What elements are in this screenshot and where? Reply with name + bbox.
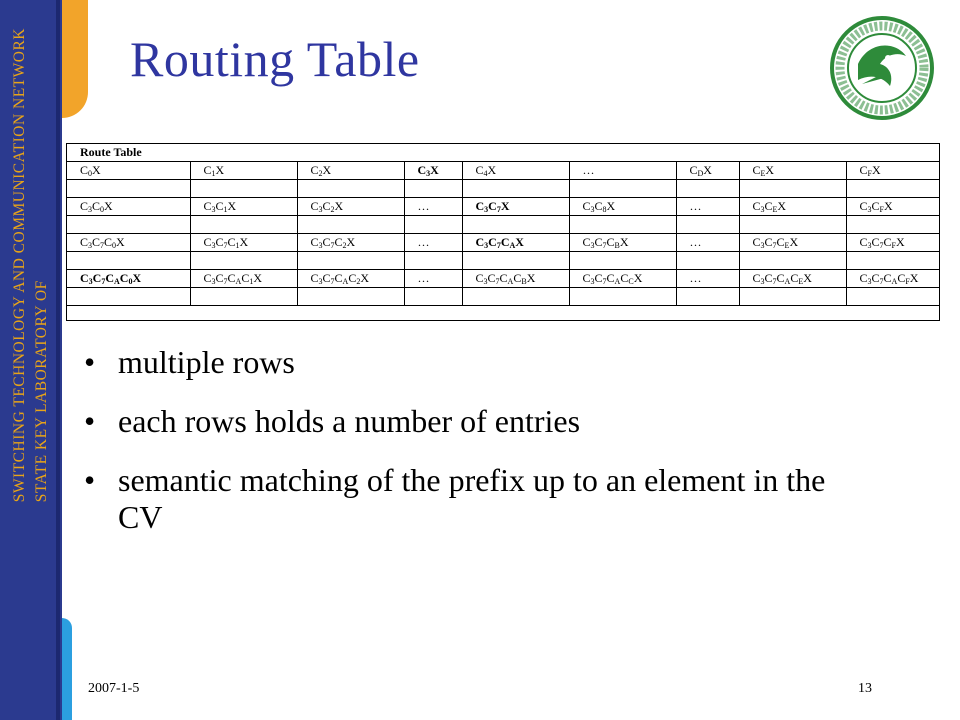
table-cell bbox=[67, 252, 190, 270]
footer-date: 2007-1-5 bbox=[88, 681, 140, 696]
table-cell: … bbox=[569, 162, 676, 180]
table-row bbox=[67, 252, 939, 270]
bullet-item: • semantic matching of the prefix up to an element in the CV bbox=[84, 462, 826, 535]
table-cell: $C_3C_7C_AC_0X$ bbox=[67, 270, 190, 288]
table-cell: $C_3C_7C_AC_FX$ bbox=[846, 270, 939, 288]
table-cell: $C_FX$ bbox=[846, 162, 939, 180]
orange-decoration bbox=[62, 0, 88, 118]
table-row bbox=[67, 270, 939, 288]
table-cell bbox=[297, 180, 404, 198]
route-table bbox=[66, 143, 940, 321]
table-cell bbox=[846, 288, 939, 306]
page-title: Routing Table bbox=[130, 31, 420, 87]
table-cell bbox=[297, 252, 404, 270]
table-cell: $C_3C_7C_BX$ bbox=[569, 234, 676, 252]
table-cell bbox=[846, 216, 939, 234]
table-cell bbox=[569, 216, 676, 234]
table-cell bbox=[676, 288, 739, 306]
route-table-grid bbox=[67, 162, 939, 306]
table-cell: $C_3C_7C_FX$ bbox=[846, 234, 939, 252]
table-cell bbox=[739, 288, 846, 306]
table-cell bbox=[676, 252, 739, 270]
table-cell: $C_3C_8X$ bbox=[569, 198, 676, 216]
table-cell bbox=[190, 288, 297, 306]
table-cell: … bbox=[404, 270, 462, 288]
table-cell bbox=[67, 288, 190, 306]
table-cell: $C_3C_7C_AX$ bbox=[462, 234, 569, 252]
table-cell: … bbox=[404, 234, 462, 252]
table-cell: $C_2X$ bbox=[297, 162, 404, 180]
table-row bbox=[67, 288, 939, 306]
blue-decoration bbox=[62, 618, 72, 720]
table-cell: $C_3C_7X$ bbox=[462, 198, 569, 216]
table-cell bbox=[190, 216, 297, 234]
table-cell: $C_DX$ bbox=[676, 162, 739, 180]
table-cell: $C_3C_FX$ bbox=[846, 198, 939, 216]
table-cell bbox=[462, 180, 569, 198]
table-cell bbox=[462, 252, 569, 270]
table-cell bbox=[297, 288, 404, 306]
table-cell bbox=[404, 252, 462, 270]
table-cell: $C_3C_7C_1X$ bbox=[190, 234, 297, 252]
table-cell: $C_3C_7C_2X$ bbox=[297, 234, 404, 252]
table-cell: $C_3C_7C_AC_BX$ bbox=[462, 270, 569, 288]
table-row bbox=[67, 198, 939, 216]
bullet-text: multiple rows bbox=[118, 344, 295, 380]
table-cell bbox=[297, 216, 404, 234]
table-cell: $C_3C_0X$ bbox=[67, 198, 190, 216]
table-cell bbox=[569, 252, 676, 270]
table-cell bbox=[404, 288, 462, 306]
bullet-text: semantic matching of the prefix up to an element in the CV bbox=[118, 462, 826, 535]
table-row bbox=[67, 180, 939, 198]
table-cell: … bbox=[676, 270, 739, 288]
table-row bbox=[67, 162, 939, 180]
table-cell: … bbox=[676, 198, 739, 216]
table-cell: $C_3C_EX$ bbox=[739, 198, 846, 216]
table-row bbox=[67, 216, 939, 234]
table-cell bbox=[190, 252, 297, 270]
table-cell bbox=[846, 252, 939, 270]
table-cell: $C_3C_7C_AC_EX$ bbox=[739, 270, 846, 288]
table-cell: … bbox=[676, 234, 739, 252]
table-cell: $C_3C_2X$ bbox=[297, 198, 404, 216]
table-cell bbox=[67, 180, 190, 198]
bullet-list bbox=[82, 344, 842, 558]
table-cell bbox=[739, 180, 846, 198]
table-cell: $C_3C_7C_AC_CX$ bbox=[569, 270, 676, 288]
table-cell: $C_4X$ bbox=[462, 162, 569, 180]
table-cell: $C_1X$ bbox=[190, 162, 297, 180]
table-cell bbox=[462, 288, 569, 306]
side-band-line2: STATE KEY LABORATORY OF bbox=[33, 280, 50, 503]
table-cell: $C_0X$ bbox=[67, 162, 190, 180]
bullet-item: • multiple rows bbox=[84, 344, 295, 380]
table-row bbox=[67, 234, 939, 252]
table-cell: $C_3C_7C_AC_1X$ bbox=[190, 270, 297, 288]
table-cell: $C_3C_7C_AC_2X$ bbox=[297, 270, 404, 288]
table-cell bbox=[739, 216, 846, 234]
table-cell bbox=[569, 288, 676, 306]
table-cell bbox=[676, 180, 739, 198]
table-cell bbox=[846, 180, 939, 198]
university-emblem-icon bbox=[828, 14, 936, 122]
slide-number: 13 bbox=[858, 681, 872, 696]
table-cell: … bbox=[404, 198, 462, 216]
table-cell: $C_3X$ bbox=[404, 162, 462, 180]
table-cell bbox=[739, 252, 846, 270]
bullet-text: each rows holds a number of entries bbox=[118, 403, 581, 439]
table-cell: $C_3C_7C_EX$ bbox=[739, 234, 846, 252]
table-cell bbox=[462, 216, 569, 234]
table-cell bbox=[404, 180, 462, 198]
side-band-text bbox=[0, 28, 62, 688]
table-cell bbox=[67, 216, 190, 234]
table-cell: $C_EX$ bbox=[739, 162, 846, 180]
table-cell: $C_3C_7C_0X$ bbox=[67, 234, 190, 252]
table-cell bbox=[190, 180, 297, 198]
table-cell bbox=[569, 180, 676, 198]
bullet-item: • each rows holds a number of entries bbox=[84, 403, 581, 439]
side-band-line1: SWITCHING TECHNOLOGY AND COMMUNICATION NETWORK bbox=[11, 28, 28, 503]
table-cell: $C_3C_1X$ bbox=[190, 198, 297, 216]
route-table-title: Route Table bbox=[67, 144, 939, 162]
table-cell bbox=[676, 216, 739, 234]
table-cell bbox=[404, 216, 462, 234]
